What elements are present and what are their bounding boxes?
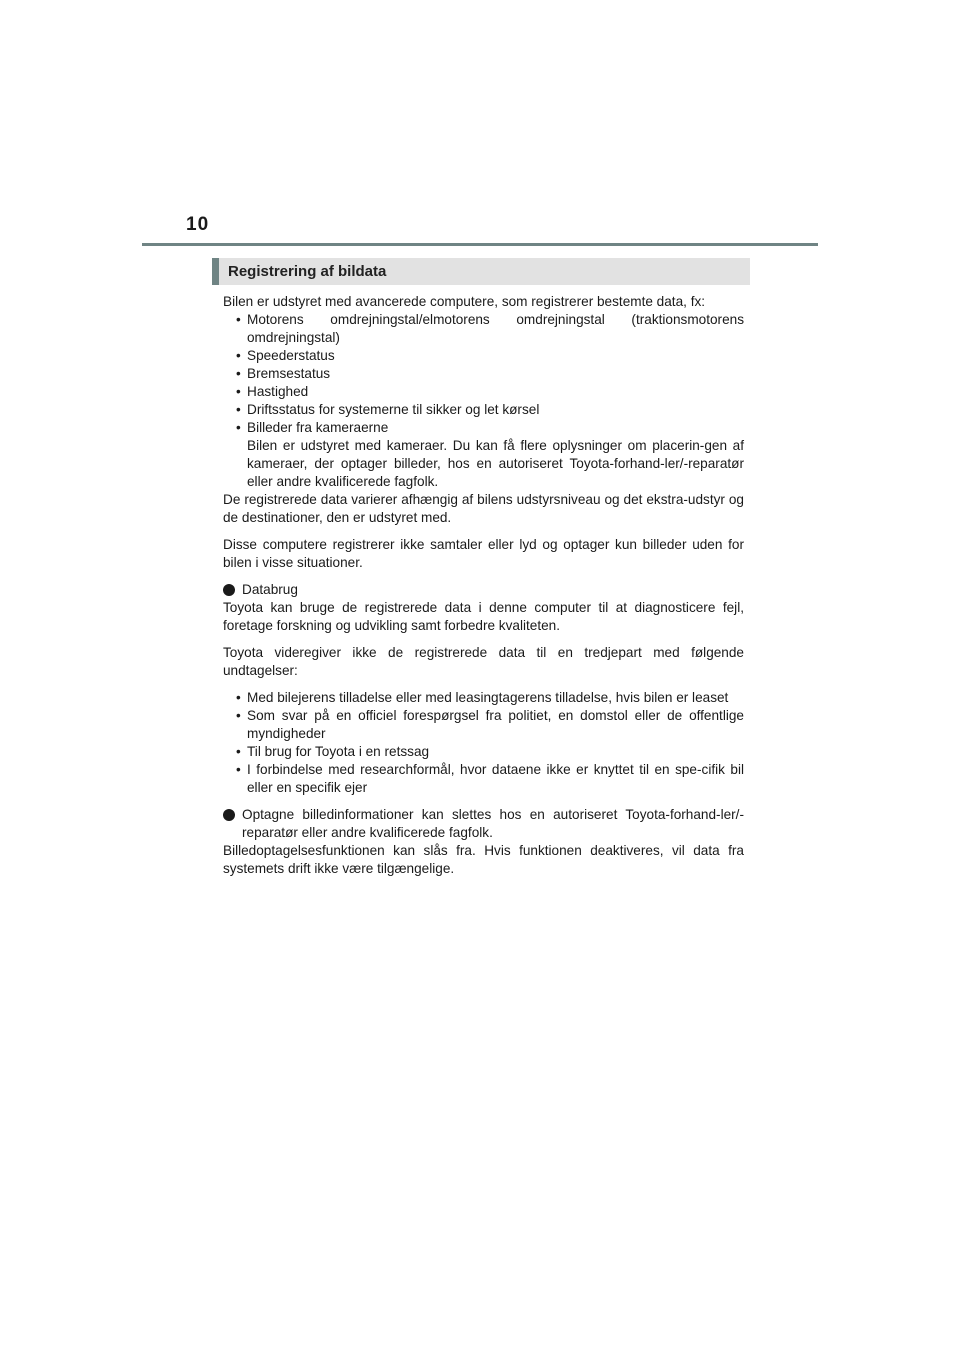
list-item: • Som svar på en officiel forespørgsel fra politiet, en domstol eller de offentlige myndigheder bbox=[236, 708, 744, 741]
disable-paragraph: Billedoptagelsesfunktionen kan slås fra. Hvis funktionen deaktiveres, vil data fra systemets drift ikke være tilgængelige. bbox=[223, 843, 744, 876]
recorded-data-list bbox=[223, 311, 744, 491]
list-item: • Motorens omdrejningstal/elmotorens omdrejningstal (traktionsmotorens omdrejningstal) bbox=[236, 312, 744, 345]
list-item: • Speederstatus bbox=[236, 348, 335, 363]
list-item: • Til brug for Toyota i en retssag bbox=[236, 744, 430, 759]
intro-paragraph: Bilen er udstyret med avancerede computere, som registrerer bestemte data, fx: bbox=[223, 294, 706, 309]
no-audio-paragraph: Disse computere registrerer ikke samtaler eller lyd og optager kun billeder uden for bilen i visse situationer. bbox=[223, 537, 744, 570]
data-use-paragraph: Toyota kan bruge de registrerede data i denne computer til at diagnosticere fejl, foretage forskning og udvikling samt forbedre kvaliteten. bbox=[223, 600, 744, 633]
bullet-circle-icon bbox=[223, 809, 235, 821]
bullet-circle-icon bbox=[223, 584, 235, 596]
list-item: • I forbindelse med researchformål, hvor dataene ikke er knyttet til en spe-cifik bil eller en specifik ejer bbox=[236, 762, 744, 795]
image-deletion-note: Optagne billedinformationer kan slettes hos en autoriseret Toyota-forhand-ler/-reparatør eller andre kvalificerede fagfolk. bbox=[223, 806, 744, 842]
content-body bbox=[223, 293, 744, 887]
section-header bbox=[212, 258, 750, 285]
data-use-heading: Databrug bbox=[223, 581, 744, 599]
list-item: • Billeder fra kameraerne Bilen er udstyret med kameraer. Du kan få flere oplysninger om placerin-gen af kameraer, der optager billeder, hos en autoriseret Toyota-forhand-ler/-reparatør eller andre kvalificerede fagfolk. bbox=[236, 420, 744, 489]
camera-note: Bilen er udstyret med kameraer. Du kan få flere oplysninger om placerin-gen af kameraer, der optager billeder, hos en autoriseret Toyota-forhand-ler/-reparatør eller andre kvalificerede fagfolk. bbox=[247, 438, 744, 489]
list-item: • Med bilejerens tilladelse eller med leasingtagerens tilladelse, hvis bilen er leaset bbox=[236, 690, 729, 705]
list-item: • Hastighed bbox=[236, 384, 309, 399]
exceptions-list bbox=[223, 689, 744, 797]
page-number: 10 bbox=[186, 214, 210, 235]
section-title: Registrering af bildata bbox=[228, 263, 387, 280]
variation-paragraph: De registrerede data varierer afhængig af bilens udstyrsniveau og det ekstra-udstyr og de destinationer, den er udstyret med. bbox=[223, 492, 744, 525]
header-rule bbox=[142, 243, 818, 246]
disclosure-paragraph: Toyota videregiver ikke de registrerede data til en tredjepart med følgende undtagelser: bbox=[223, 645, 744, 678]
list-item: • Driftsstatus for systemerne til sikker og let kørsel bbox=[236, 402, 540, 417]
list-item: • Bremsestatus bbox=[236, 366, 331, 381]
